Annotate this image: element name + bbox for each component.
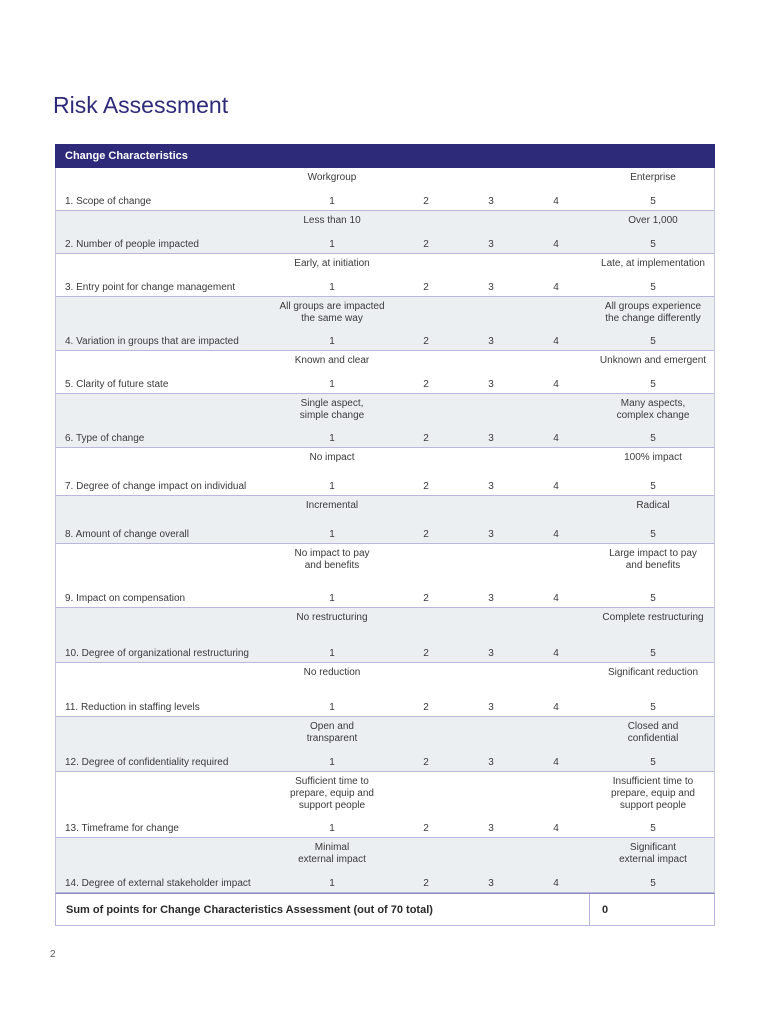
high-anchor-label: Many aspects, complex change: [616, 398, 690, 421]
score-option-3[interactable]: 3: [488, 823, 494, 834]
low-anchor-label: Open and transparent: [306, 721, 358, 744]
score-option-1[interactable]: 1: [329, 433, 335, 444]
sum-value: 0: [602, 903, 609, 916]
score-option-5[interactable]: 5: [650, 757, 656, 768]
score-option-3[interactable]: 3: [488, 379, 494, 390]
score-option-2[interactable]: 2: [423, 757, 429, 768]
high-anchor-label: Closed and confidential: [627, 721, 679, 744]
score-option-1[interactable]: 1: [329, 336, 335, 347]
score-option-4[interactable]: 4: [553, 239, 559, 250]
score-option-3[interactable]: 3: [488, 336, 494, 347]
low-anchor-label: Incremental: [305, 500, 359, 511]
sum-row: [55, 893, 715, 926]
score-option-5[interactable]: 5: [650, 878, 656, 889]
table-row: [56, 254, 714, 297]
score-option-1[interactable]: 1: [329, 196, 335, 207]
low-anchor-label: All groups are impacted the same way: [279, 301, 385, 324]
table-header: [55, 144, 715, 168]
score-option-4[interactable]: 4: [553, 702, 559, 713]
score-option-2[interactable]: 2: [423, 282, 429, 293]
score-option-5[interactable]: 5: [650, 481, 656, 492]
row-label: 8. Amount of change overall: [65, 529, 189, 540]
row-label: 5. Clarity of future state: [65, 379, 169, 390]
row-label: 2. Number of people impacted: [65, 239, 199, 250]
score-option-4[interactable]: 4: [553, 529, 559, 540]
table-row: [56, 351, 714, 394]
score-option-3[interactable]: 3: [488, 702, 494, 713]
score-option-5[interactable]: 5: [650, 702, 656, 713]
score-option-1[interactable]: 1: [329, 648, 335, 659]
page-number: 2: [50, 949, 56, 960]
score-option-2[interactable]: 2: [423, 593, 429, 604]
score-option-4[interactable]: 4: [553, 481, 559, 492]
table-row: [56, 211, 714, 254]
score-option-1[interactable]: 1: [329, 239, 335, 250]
score-option-4[interactable]: 4: [553, 878, 559, 889]
risk-assessment-table: [55, 144, 715, 926]
high-anchor-label: All groups experience the change differently: [604, 301, 702, 324]
score-option-3[interactable]: 3: [488, 878, 494, 889]
score-option-3[interactable]: 3: [488, 196, 494, 207]
low-anchor-label: Sufficient time to prepare, equip and support people: [290, 776, 374, 811]
score-option-2[interactable]: 2: [423, 648, 429, 659]
score-option-5[interactable]: 5: [650, 282, 656, 293]
high-anchor-label: Over 1,000: [628, 215, 678, 226]
page-title: Risk Assessment: [53, 92, 229, 118]
score-option-5[interactable]: 5: [650, 379, 656, 390]
low-anchor-label: Single aspect, simple change: [299, 398, 365, 421]
score-option-5[interactable]: 5: [650, 239, 656, 250]
score-option-5[interactable]: 5: [650, 593, 656, 604]
low-anchor-label: Known and clear: [294, 355, 370, 366]
score-option-4[interactable]: 4: [553, 336, 559, 347]
score-option-1[interactable]: 1: [329, 757, 335, 768]
score-option-1[interactable]: 1: [329, 379, 335, 390]
score-option-4[interactable]: 4: [553, 282, 559, 293]
high-anchor-label: Large impact to pay and benefits: [609, 548, 697, 571]
row-label: 14. Degree of external stakeholder impact: [65, 878, 251, 889]
table-row: [56, 838, 714, 893]
score-option-2[interactable]: 2: [423, 196, 429, 207]
score-option-1[interactable]: 1: [329, 823, 335, 834]
table-row: [56, 394, 714, 448]
score-option-5[interactable]: 5: [650, 433, 656, 444]
high-anchor-label: Significant external impact: [619, 842, 687, 865]
row-label: 13. Timeframe for change: [65, 823, 179, 834]
high-anchor-label: Radical: [636, 500, 670, 511]
high-anchor-label: Complete restructuring: [602, 612, 704, 623]
score-option-2[interactable]: 2: [423, 878, 429, 889]
row-label: 10. Degree of organizational restructuring: [65, 648, 249, 659]
score-option-1[interactable]: 1: [329, 529, 335, 540]
high-anchor-label: 100% impact: [624, 452, 682, 463]
score-option-3[interactable]: 3: [488, 648, 494, 659]
row-label: 4. Variation in groups that are impacted: [65, 336, 239, 347]
low-anchor-label: Minimal external impact: [298, 842, 366, 865]
score-option-2[interactable]: 2: [423, 379, 429, 390]
row-label: 9. Impact on compensation: [65, 593, 186, 604]
sum-label: Sum of points for Change Characteristics Assessment (out of 70 total): [56, 894, 590, 925]
high-anchor-label: Enterprise: [630, 172, 676, 183]
table-row: [56, 297, 714, 351]
score-option-2[interactable]: 2: [423, 823, 429, 834]
score-option-4[interactable]: 4: [553, 196, 559, 207]
low-anchor-label: No impact: [309, 452, 355, 463]
low-anchor-label: No reduction: [303, 667, 361, 678]
score-option-2[interactable]: 2: [423, 702, 429, 713]
score-option-3[interactable]: 3: [488, 757, 494, 768]
high-anchor-label: Late, at implementation: [601, 258, 705, 269]
low-anchor-label: Early, at initiation: [294, 258, 370, 269]
score-option-3[interactable]: 3: [488, 481, 494, 492]
row-label: 3. Entry point for change management: [65, 282, 236, 293]
row-label: 11. Reduction in staffing levels: [65, 702, 200, 713]
table-row: [56, 663, 714, 717]
low-anchor-label: No restructuring: [296, 612, 368, 623]
table-row: [56, 608, 714, 663]
table-row: [56, 168, 714, 211]
table-row: [56, 496, 714, 544]
table-row: [56, 717, 714, 772]
low-anchor-label: Workgroup: [307, 172, 357, 183]
score-option-5[interactable]: 5: [650, 648, 656, 659]
score-option-3[interactable]: 3: [488, 282, 494, 293]
low-anchor-label: Less than 10: [303, 215, 361, 226]
score-option-4[interactable]: 4: [553, 757, 559, 768]
score-option-3[interactable]: 3: [488, 239, 494, 250]
score-option-4[interactable]: 4: [553, 379, 559, 390]
score-option-5[interactable]: 5: [650, 196, 656, 207]
row-label: 1. Scope of change: [65, 196, 152, 207]
row-label: 7. Degree of change impact on individual: [65, 481, 247, 492]
low-anchor-label: No impact to pay and benefits: [294, 548, 370, 571]
score-option-1[interactable]: 1: [329, 481, 335, 492]
score-option-1[interactable]: 1: [329, 282, 335, 293]
table-row: [56, 772, 714, 838]
score-option-2[interactable]: 2: [423, 336, 429, 347]
table-row: [56, 448, 714, 496]
score-option-1[interactable]: 1: [329, 593, 335, 604]
score-option-1[interactable]: 1: [329, 702, 335, 713]
score-option-4[interactable]: 4: [553, 433, 559, 444]
score-option-3[interactable]: 3: [488, 433, 494, 444]
score-option-2[interactable]: 2: [423, 433, 429, 444]
table-body: [55, 168, 715, 893]
score-option-5[interactable]: 5: [650, 336, 656, 347]
score-option-4[interactable]: 4: [553, 593, 559, 604]
table-header-label: Change Characteristics: [65, 150, 188, 162]
score-option-4[interactable]: 4: [553, 648, 559, 659]
score-option-1[interactable]: 1: [329, 878, 335, 889]
score-option-3[interactable]: 3: [488, 593, 494, 604]
high-anchor-label: Unknown and emergent: [599, 355, 707, 366]
row-label: 6. Type of change: [65, 433, 145, 444]
score-option-2[interactable]: 2: [423, 529, 429, 540]
high-anchor-label: Insufficient time to prepare, equip and support people: [611, 776, 695, 811]
score-option-2[interactable]: 2: [423, 481, 429, 492]
table-row: [56, 544, 714, 608]
score-option-2[interactable]: 2: [423, 239, 429, 250]
score-option-5[interactable]: 5: [650, 823, 656, 834]
score-option-4[interactable]: 4: [553, 823, 559, 834]
row-label: 12. Degree of confidentiality required: [65, 757, 229, 768]
high-anchor-label: Significant reduction: [607, 667, 699, 678]
score-option-3[interactable]: 3: [488, 529, 494, 540]
score-option-5[interactable]: 5: [650, 529, 656, 540]
